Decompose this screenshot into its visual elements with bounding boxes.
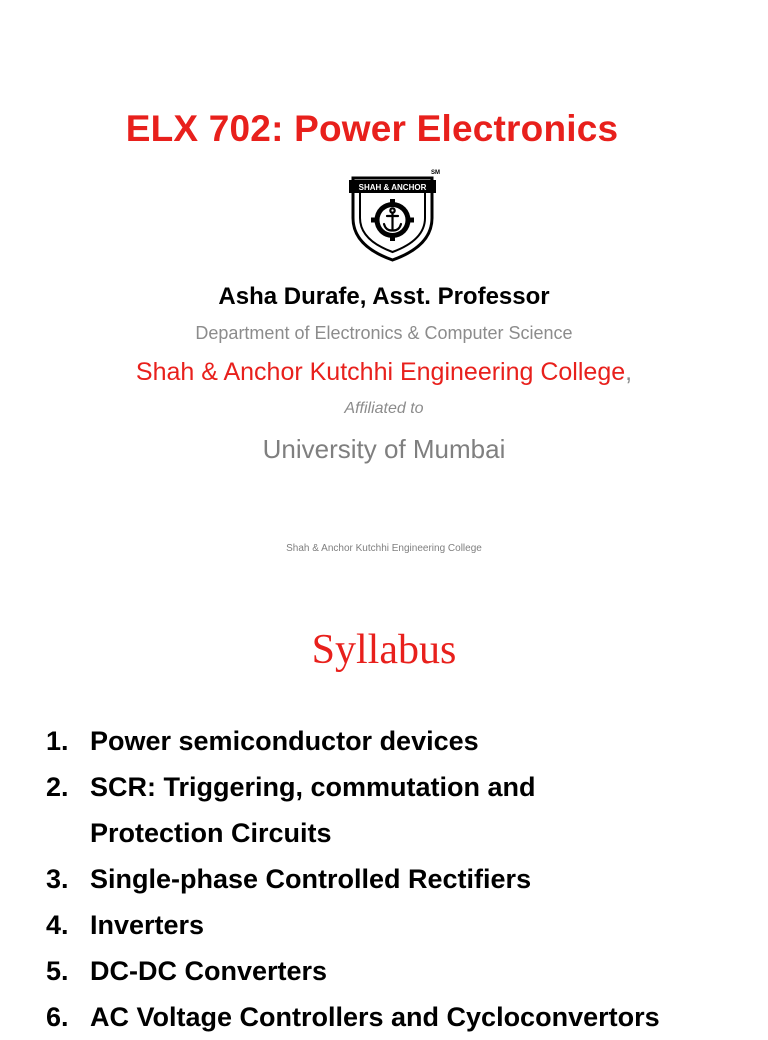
item-text: AC Voltage Controllers and Cycloconvertors <box>90 1002 660 1032</box>
item-text-continued: Protection Circuits <box>90 818 332 848</box>
item-number: 6. <box>46 1002 69 1032</box>
syllabus-slide <box>0 580 768 1032</box>
item-text: SCR: Triggering, commutation and <box>90 772 536 802</box>
item-number: 1. <box>46 726 69 756</box>
syllabus-title: Syllabus <box>311 627 457 673</box>
college-comma: , <box>625 358 633 386</box>
item-number: 5. <box>46 956 69 986</box>
item-text: Single-phase Controlled Rectifiers <box>90 864 532 894</box>
list-item <box>46 764 660 856</box>
college-name <box>0 358 768 387</box>
anchor-shield-icon <box>345 166 440 262</box>
list-item <box>46 856 660 902</box>
item-number: 4. <box>46 910 69 940</box>
affiliation-note: Affiliated to <box>344 400 424 417</box>
slide-footer: Shah & Anchor Kutchhi Engineering College <box>286 543 482 554</box>
svg-text:SHAH & ANCHOR: SHAH & ANCHOR <box>358 183 427 192</box>
course-title: ELX 702: Power Electronics <box>125 108 619 149</box>
college-label: Shah & Anchor Kutchhi Engineering College <box>135 358 626 386</box>
item-text: DC-DC Converters <box>90 956 328 986</box>
item-text: Inverters <box>90 910 205 940</box>
item-text: Power semiconductor devices <box>90 726 479 756</box>
list-item <box>46 718 660 764</box>
item-number: 2. <box>46 772 69 802</box>
svg-text:SM: SM <box>431 170 440 176</box>
list-item <box>46 902 660 948</box>
item-number: 3. <box>46 864 69 894</box>
department-name: Department of Electronics & Computer Science <box>195 323 573 343</box>
university-name: University of Mumbai <box>262 434 506 464</box>
list-item <box>46 994 660 1040</box>
syllabus-list <box>46 718 660 1040</box>
list-item <box>46 948 660 994</box>
author-name: Asha Durafe, Asst. Professor <box>218 283 550 310</box>
